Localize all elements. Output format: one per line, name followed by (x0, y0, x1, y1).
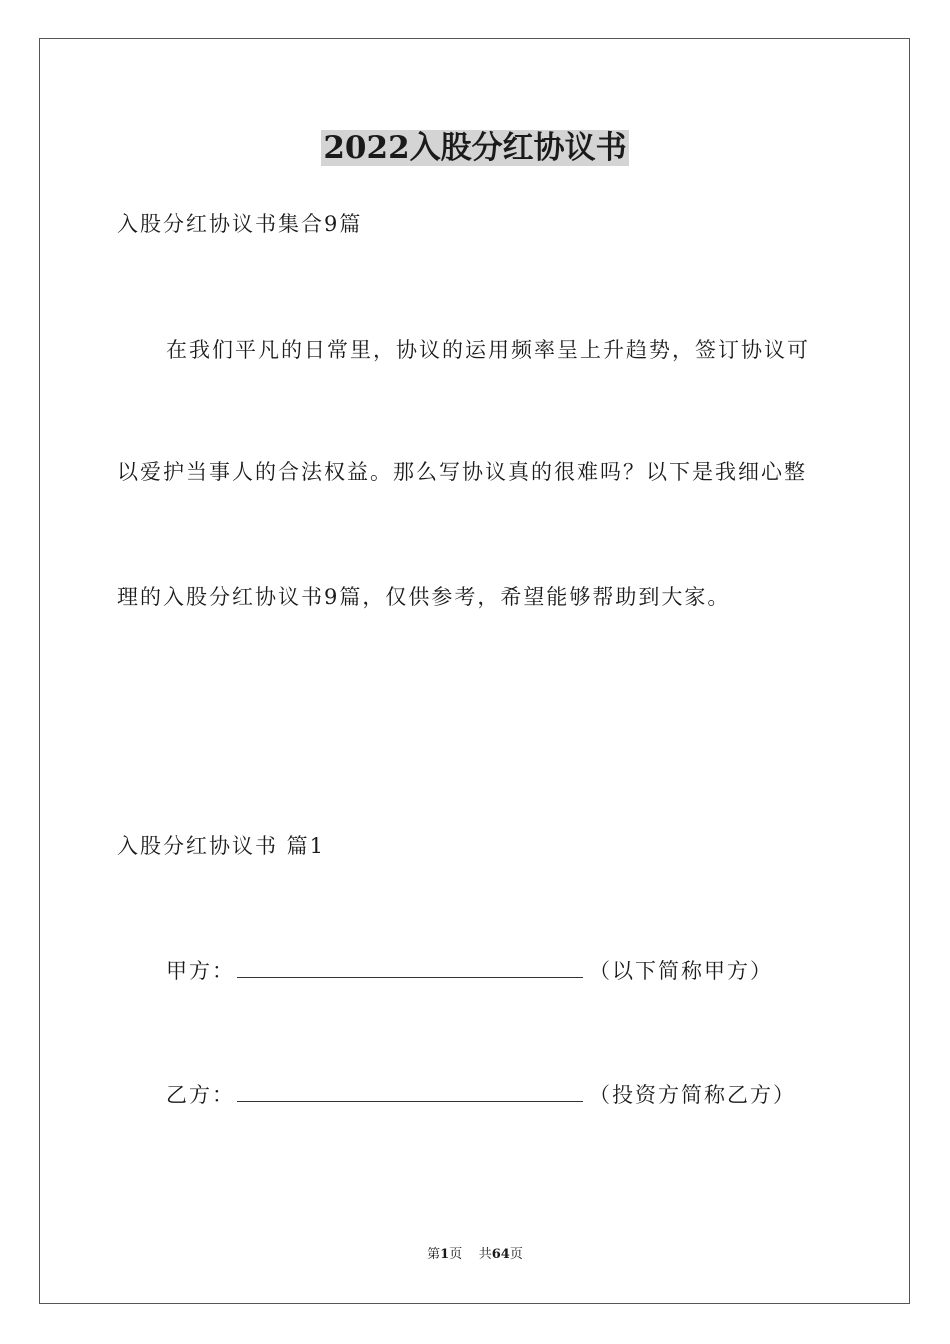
party-b-note: （投资方简称乙方） (589, 1083, 796, 1107)
section-heading: 入股分红协议书 篇1 (117, 834, 326, 858)
intro-paragraph-line-1: 在我们平凡的日常里，协议的运用频率呈上升趋势，签订协议可 (166, 338, 810, 362)
document-title-text: 2022入股分红协议书 (323, 130, 627, 166)
intro-paragraph-line-2: 以爱护当事人的合法权益。那么写协议真的很难吗？以下是我细心整 (117, 460, 807, 484)
footer-total-prefix: 共 (478, 1247, 492, 1262)
party-a-blank-field[interactable] (237, 955, 583, 978)
footer-page-current: 1 (440, 1247, 450, 1262)
footer-page-unit: 页 (449, 1247, 463, 1262)
document-subtitle: 入股分红协议书集合9篇 (117, 212, 363, 236)
intro-paragraph-line-3: 理的入股分红协议书9篇，仅供参考，希望能够帮助到大家。 (117, 585, 731, 609)
footer-page-total: 64 (491, 1247, 510, 1262)
party-a-label: 甲方： (166, 959, 235, 983)
party-a-row (166, 955, 773, 986)
page-footer (0, 1246, 950, 1264)
party-b-row (166, 1079, 796, 1110)
party-b-blank-field[interactable] (237, 1079, 583, 1102)
document-title (0, 126, 950, 170)
footer-total-unit: 页 (509, 1247, 523, 1262)
party-a-note: （以下简称甲方） (589, 959, 773, 983)
footer-page-prefix: 第 (427, 1247, 441, 1262)
party-b-label: 乙方： (166, 1083, 235, 1107)
